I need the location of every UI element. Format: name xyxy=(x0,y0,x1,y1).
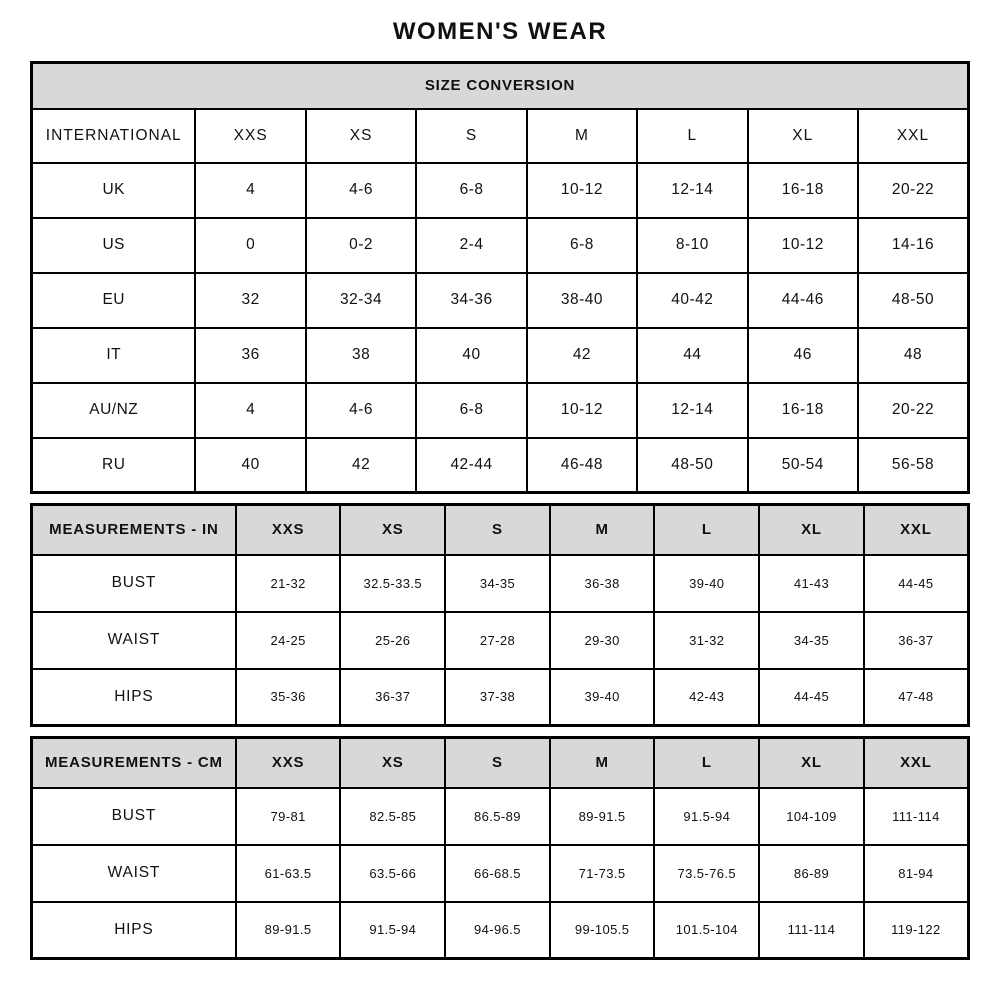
size-cell: 48-50 xyxy=(858,273,969,328)
size-cell: 40-42 xyxy=(637,273,747,328)
size-col-header: L xyxy=(637,109,747,163)
measurement-cell: 71-73.5 xyxy=(550,845,655,902)
measurement-cell: 27-28 xyxy=(445,612,550,669)
measurements-cm-table xyxy=(30,736,970,960)
measurement-cell: 35-36 xyxy=(236,669,341,726)
size-cell: 10-12 xyxy=(527,163,637,218)
row-label: RU xyxy=(32,438,196,493)
measurement-cell: 24-25 xyxy=(236,612,341,669)
size-cell: 16-18 xyxy=(748,163,858,218)
size-cell: 20-22 xyxy=(858,163,969,218)
measurement-cell: 99-105.5 xyxy=(550,902,655,959)
size-cell: 10-12 xyxy=(748,218,858,273)
measurements-in-header-row xyxy=(32,505,969,555)
measurement-cell: 79-81 xyxy=(236,788,341,845)
size-col-header: M xyxy=(550,738,655,788)
table-row-ru xyxy=(32,438,969,493)
size-cell: 32 xyxy=(195,273,305,328)
measurement-cell: 104-109 xyxy=(759,788,864,845)
row-label: BUST xyxy=(32,555,236,612)
measurements-in-table xyxy=(30,503,970,727)
measurement-cell: 39-40 xyxy=(654,555,759,612)
size-cell: 50-54 xyxy=(748,438,858,493)
size-cell: 38-40 xyxy=(527,273,637,328)
size-cell: 56-58 xyxy=(858,438,969,493)
measurement-cell: 44-45 xyxy=(864,555,969,612)
measurement-cell: 119-122 xyxy=(864,902,969,959)
size-conversion-title-row xyxy=(32,63,969,109)
size-col-header: XL xyxy=(748,109,858,163)
size-cell: 0 xyxy=(195,218,305,273)
size-cell: 48-50 xyxy=(637,438,747,493)
table-row-eu xyxy=(32,273,969,328)
size-conversion-title: SIZE CONVERSION xyxy=(32,63,969,109)
measurement-cell: 29-30 xyxy=(550,612,655,669)
measurement-cell: 36-38 xyxy=(550,555,655,612)
size-cell: 10-12 xyxy=(527,383,637,438)
measurement-cell: 42-43 xyxy=(654,669,759,726)
size-cell: 4-6 xyxy=(306,383,416,438)
size-cell: 8-10 xyxy=(637,218,747,273)
size-cell: 32-34 xyxy=(306,273,416,328)
measurement-cell: 91.5-94 xyxy=(340,902,445,959)
measurement-cell: 94-96.5 xyxy=(445,902,550,959)
table-row-hips-cm xyxy=(32,902,969,959)
size-cell: 44-46 xyxy=(748,273,858,328)
table-row-waist-in xyxy=(32,612,969,669)
table-row-uk xyxy=(32,163,969,218)
table-row-waist-cm xyxy=(32,845,969,902)
size-col-header: XXS xyxy=(195,109,305,163)
measurement-cell: 36-37 xyxy=(864,612,969,669)
size-col-header: M xyxy=(527,109,637,163)
size-cell: 34-36 xyxy=(416,273,526,328)
measurement-cell: 89-91.5 xyxy=(550,788,655,845)
row-label: US xyxy=(32,218,196,273)
size-cell: 16-18 xyxy=(748,383,858,438)
size-col-header: XL xyxy=(759,505,864,555)
row-label: UK xyxy=(32,163,196,218)
size-col-header: XS xyxy=(340,505,445,555)
row-label: HIPS xyxy=(32,902,236,959)
measurement-cell: 81-94 xyxy=(864,845,969,902)
size-conversion-header-row xyxy=(32,109,969,163)
size-cell: 20-22 xyxy=(858,383,969,438)
measurement-cell: 101.5-104 xyxy=(654,902,759,959)
size-col-header: XS xyxy=(340,738,445,788)
size-cell: 46 xyxy=(748,328,858,383)
measurement-cell: 86.5-89 xyxy=(445,788,550,845)
size-cell: 38 xyxy=(306,328,416,383)
table-row-aunz xyxy=(32,383,969,438)
size-cell: 12-14 xyxy=(637,383,747,438)
size-col-header: S xyxy=(445,738,550,788)
size-cell: 6-8 xyxy=(416,383,526,438)
size-col-header: L xyxy=(654,738,759,788)
size-cell: 2-4 xyxy=(416,218,526,273)
measurement-cell: 82.5-85 xyxy=(340,788,445,845)
measurement-cell: 36-37 xyxy=(340,669,445,726)
measurement-cell: 41-43 xyxy=(759,555,864,612)
measurement-cell: 89-91.5 xyxy=(236,902,341,959)
size-cell: 42 xyxy=(527,328,637,383)
size-col-header: XL xyxy=(759,738,864,788)
corner-label: INTERNATIONAL xyxy=(32,109,196,163)
measurement-cell: 66-68.5 xyxy=(445,845,550,902)
size-col-header: XXS xyxy=(236,505,341,555)
table-row-bust-cm xyxy=(32,788,969,845)
measurement-cell: 61-63.5 xyxy=(236,845,341,902)
size-cell: 6-8 xyxy=(527,218,637,273)
measurement-cell: 73.5-76.5 xyxy=(654,845,759,902)
table-row-us xyxy=(32,218,969,273)
row-label: EU xyxy=(32,273,196,328)
size-cell: 42-44 xyxy=(416,438,526,493)
row-label: BUST xyxy=(32,788,236,845)
table-row-bust-in xyxy=(32,555,969,612)
measurement-cell: 37-38 xyxy=(445,669,550,726)
size-conversion-table xyxy=(30,61,970,494)
size-col-header: L xyxy=(654,505,759,555)
measurement-cell: 91.5-94 xyxy=(654,788,759,845)
row-label: IT xyxy=(32,328,196,383)
measurement-cell: 86-89 xyxy=(759,845,864,902)
size-col-header: XXL xyxy=(858,109,969,163)
size-col-header: XXL xyxy=(864,505,969,555)
size-cell: 36 xyxy=(195,328,305,383)
row-label: WAIST xyxy=(32,612,236,669)
measurement-cell: 25-26 xyxy=(340,612,445,669)
measurement-cell: 39-40 xyxy=(550,669,655,726)
row-label: HIPS xyxy=(32,669,236,726)
measurements-cm-title: MEASUREMENTS - CM xyxy=(32,738,236,788)
row-label: AU/NZ xyxy=(32,383,196,438)
size-cell: 40 xyxy=(416,328,526,383)
size-col-header: S xyxy=(416,109,526,163)
size-cell: 0-2 xyxy=(306,218,416,273)
size-col-header: XXS xyxy=(236,738,341,788)
size-cell: 6-8 xyxy=(416,163,526,218)
size-cell: 48 xyxy=(858,328,969,383)
measurement-cell: 21-32 xyxy=(236,555,341,612)
measurement-cell: 32.5-33.5 xyxy=(340,555,445,612)
size-cell: 44 xyxy=(637,328,747,383)
size-col-header: XXL xyxy=(864,738,969,788)
size-cell: 4 xyxy=(195,383,305,438)
measurement-cell: 111-114 xyxy=(759,902,864,959)
measurement-cell: 34-35 xyxy=(759,612,864,669)
measurement-cell: 31-32 xyxy=(654,612,759,669)
size-cell: 14-16 xyxy=(858,218,969,273)
size-cell: 42 xyxy=(306,438,416,493)
size-cell: 4 xyxy=(195,163,305,218)
size-col-header: S xyxy=(445,505,550,555)
size-cell: 40 xyxy=(195,438,305,493)
size-cell: 12-14 xyxy=(637,163,747,218)
row-label: WAIST xyxy=(32,845,236,902)
size-cell: 46-48 xyxy=(527,438,637,493)
measurement-cell: 47-48 xyxy=(864,669,969,726)
size-col-header: M xyxy=(550,505,655,555)
measurement-cell: 34-35 xyxy=(445,555,550,612)
measurements-in-title: MEASUREMENTS - IN xyxy=(32,505,236,555)
table-row-hips-in xyxy=(32,669,969,726)
measurements-cm-header-row xyxy=(32,738,969,788)
page-title: WOMEN'S WEAR xyxy=(392,18,608,45)
table-row-it xyxy=(32,328,969,383)
size-cell: 4-6 xyxy=(306,163,416,218)
measurement-cell: 63.5-66 xyxy=(340,845,445,902)
measurement-cell: 44-45 xyxy=(759,669,864,726)
size-col-header: XS xyxy=(306,109,416,163)
measurement-cell: 111-114 xyxy=(864,788,969,845)
